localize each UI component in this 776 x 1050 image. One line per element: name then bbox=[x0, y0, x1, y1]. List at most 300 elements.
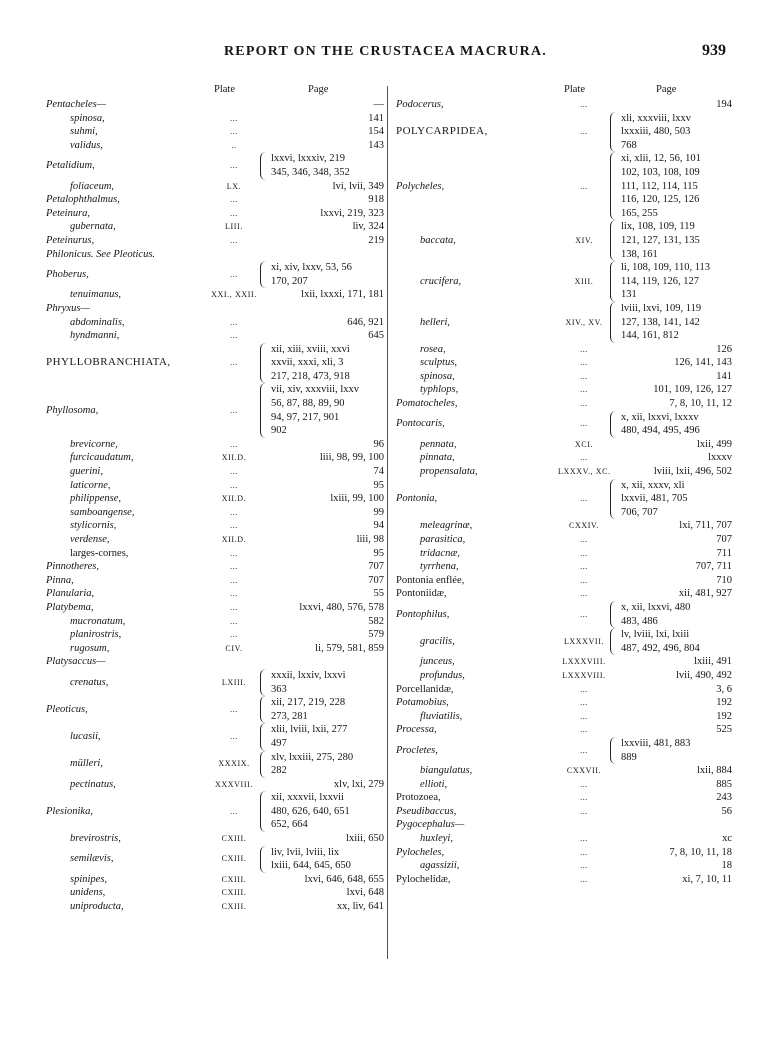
entry-pages bbox=[260, 261, 384, 288]
entry-pages: 645 bbox=[368, 330, 384, 342]
entry-plate: XXXIX. bbox=[218, 759, 250, 769]
entry-plate: ... bbox=[230, 405, 238, 415]
index-entry bbox=[396, 873, 732, 887]
page-line: 497 bbox=[271, 737, 287, 749]
brace bbox=[260, 846, 269, 873]
entry-name: verdense, bbox=[70, 534, 110, 545]
entry-name: Peteinura, bbox=[46, 207, 91, 219]
entry-plate: ... bbox=[580, 806, 588, 816]
brace bbox=[610, 152, 619, 220]
brace bbox=[610, 601, 619, 628]
entry-plate: ... bbox=[230, 439, 238, 449]
entry-plate: XII.D. bbox=[221, 535, 247, 544]
page-line: liv, lvii, lviii, lix bbox=[271, 846, 340, 858]
index-entry bbox=[396, 601, 732, 628]
index-entry bbox=[46, 560, 384, 574]
index-entry bbox=[46, 438, 384, 452]
entry-name: Pylochelidæ, bbox=[396, 873, 451, 885]
entry-plate: ... bbox=[580, 745, 588, 755]
entry-name: Philonicus. See Pleoticus. bbox=[46, 248, 156, 260]
page-line: 144, 161, 812 bbox=[621, 330, 679, 342]
index-entry bbox=[46, 288, 384, 302]
entry-plate: LXIII. bbox=[221, 677, 247, 687]
entry-pages: 74 bbox=[373, 466, 384, 478]
page-line: 127, 138, 141, 142 bbox=[621, 316, 700, 328]
entry-name: unidens, bbox=[70, 887, 106, 899]
entry-pages: liii, 98 bbox=[356, 534, 384, 545]
page-number: 939 bbox=[702, 42, 726, 59]
entry-name: Protozoea, bbox=[396, 792, 441, 804]
brace bbox=[610, 112, 619, 153]
index-entry bbox=[396, 778, 732, 792]
entry-name: Pontocaris, bbox=[396, 418, 445, 430]
index-entry bbox=[46, 873, 384, 887]
index-entry bbox=[46, 112, 384, 126]
entry-pages: 7, 8, 10, 11, 18 bbox=[669, 846, 732, 858]
entry-pages bbox=[260, 846, 384, 873]
entry-name: Pentacheles— bbox=[46, 99, 107, 110]
entry-name: stylicornis, bbox=[70, 520, 117, 532]
index-entry bbox=[396, 411, 732, 438]
page-line: 116, 120, 125, 126 bbox=[621, 194, 700, 206]
entry-pages bbox=[610, 479, 732, 520]
entry-pages: 219 bbox=[368, 234, 384, 246]
page-line: xlii, lviii, lxii, 277 bbox=[271, 724, 348, 736]
entry-name: pinnata, bbox=[420, 452, 455, 464]
entry-plate: LXXXVIII. bbox=[562, 657, 606, 667]
entry-pages: 126 bbox=[716, 343, 732, 355]
entry-pages: 141 bbox=[716, 370, 732, 382]
page-line: x, xii, xxxv, xli bbox=[621, 479, 685, 491]
index-entry bbox=[46, 696, 384, 723]
index-entry bbox=[46, 615, 384, 629]
page-line: 217, 218, 473, 918 bbox=[271, 370, 350, 382]
entry-pages bbox=[610, 737, 732, 764]
brace bbox=[260, 723, 269, 750]
entry-pages bbox=[610, 220, 732, 261]
brace bbox=[260, 261, 269, 288]
entry-plate: CXIII. bbox=[221, 888, 247, 898]
entry-plate: XXI., XXII. bbox=[211, 290, 257, 300]
index-entry bbox=[396, 859, 732, 873]
index-entry bbox=[46, 193, 384, 207]
brace bbox=[610, 479, 619, 520]
entry-name: ellioti, bbox=[420, 778, 448, 790]
entry-pages: 194 bbox=[716, 99, 732, 110]
page-line: 345, 346, 348, 352 bbox=[271, 166, 350, 178]
entry-pages: xi, 7, 10, 11 bbox=[682, 873, 732, 885]
entry-plate: XCI. bbox=[574, 439, 594, 449]
page-line: 902 bbox=[271, 425, 287, 437]
entry-plate: ... bbox=[580, 344, 588, 354]
plate-heading: Plate bbox=[214, 84, 235, 95]
index-entry bbox=[396, 383, 732, 397]
entry-name: tyrrhena, bbox=[420, 561, 459, 573]
entry-pages: 525 bbox=[716, 724, 732, 736]
index-entry bbox=[396, 818, 732, 832]
brace bbox=[610, 628, 619, 655]
entry-name: gracilis, bbox=[420, 635, 455, 647]
entry-pages: 95 bbox=[373, 547, 384, 559]
entry-pages: 707 bbox=[368, 574, 384, 586]
entry-pages: 711 bbox=[716, 547, 732, 559]
entry-pages: 154 bbox=[368, 126, 384, 138]
entry-name: huxleyi, bbox=[420, 833, 453, 845]
entry-name: philippense, bbox=[70, 493, 122, 505]
entry-plate: ... bbox=[580, 100, 588, 109]
index-entry bbox=[46, 832, 384, 846]
page-line: lxxviii, 481, 883 bbox=[621, 737, 691, 749]
page-line: xlv, lxxiii, 275, 280 bbox=[271, 751, 354, 763]
entry-plate: ... bbox=[580, 453, 588, 463]
entry-pages: lxxvi, 480, 576, 578 bbox=[299, 601, 384, 613]
index-entry bbox=[396, 628, 732, 655]
page-line: 111, 112, 114, 115 bbox=[621, 180, 698, 192]
entry-name: Pontonia enflée, bbox=[396, 574, 465, 586]
entry-name: agassizii, bbox=[420, 860, 460, 872]
brace bbox=[610, 261, 619, 302]
page-line: 480, 626, 640, 651 bbox=[271, 805, 350, 817]
index-entry bbox=[46, 343, 384, 384]
entry-pages: lxiii, 650 bbox=[346, 833, 384, 845]
page-line: 131 bbox=[621, 289, 637, 301]
entry-plate: ... bbox=[580, 684, 588, 694]
entry-name: meleagrinæ, bbox=[420, 520, 473, 532]
entry-name: Phyllosoma, bbox=[46, 404, 99, 416]
entry-plate: ... bbox=[580, 609, 588, 619]
entry-plate: ... bbox=[230, 732, 238, 742]
index-entry bbox=[396, 846, 732, 860]
entry-plate: LIII. bbox=[225, 222, 243, 232]
entry-name: uniproducta, bbox=[70, 901, 124, 913]
entry-plate: ... bbox=[230, 331, 238, 341]
entry-name: Phoberus, bbox=[46, 268, 89, 280]
entry-plate: ... bbox=[230, 521, 238, 531]
page-line: xi, xlii, 12, 56, 101 bbox=[621, 153, 701, 165]
entry-name: Peteinurus, bbox=[46, 234, 95, 246]
entry-pages bbox=[260, 343, 384, 384]
entry-pages: xlv, lxi, 279 bbox=[333, 778, 384, 790]
entry-plate: ... bbox=[230, 548, 238, 558]
page-line: xii, xiii, xviii, xxvi bbox=[271, 343, 350, 355]
entry-plate: ... bbox=[580, 548, 588, 558]
index-entry bbox=[46, 642, 384, 656]
page-line: 114, 119, 126, 127 bbox=[621, 275, 699, 287]
index-entry bbox=[396, 370, 732, 384]
page-heading: Page bbox=[656, 84, 677, 95]
entry-name: Potamobius, bbox=[396, 697, 449, 709]
entry-name: Podocerus, bbox=[396, 99, 444, 110]
entry-plate: LXXXV., XC. bbox=[558, 467, 611, 477]
page-line: 480, 494, 495, 496 bbox=[621, 425, 700, 437]
entry-name: laticorne, bbox=[70, 479, 111, 491]
entry-name: tenuimanus, bbox=[70, 289, 122, 301]
entry-name: spinosa, bbox=[70, 112, 105, 124]
entry-name: Pinnotheres, bbox=[46, 561, 99, 573]
entry-pages bbox=[260, 696, 384, 723]
entry-name: Processa, bbox=[396, 724, 437, 736]
index-entry bbox=[46, 655, 384, 669]
index-entry bbox=[396, 465, 732, 479]
entry-plate: ... bbox=[580, 494, 588, 504]
entry-pages: lxvi, 646, 648, 655 bbox=[304, 873, 384, 885]
index-entry bbox=[396, 791, 732, 805]
entry-plate: ... bbox=[230, 269, 238, 279]
entry-name: pennata, bbox=[420, 438, 457, 450]
entry-pages: 192 bbox=[716, 697, 732, 709]
entry-pages bbox=[610, 628, 732, 655]
page-line: lxxvi, lxxxiv, 219 bbox=[271, 153, 345, 165]
index-entry bbox=[396, 710, 732, 724]
entry-pages bbox=[610, 302, 732, 343]
entry-name: junceus, bbox=[420, 656, 455, 668]
entry-pages bbox=[260, 791, 384, 832]
entry-name: rugosum, bbox=[70, 642, 110, 654]
entry-pages: liii, 98, 99, 100 bbox=[319, 452, 384, 464]
entry-pages: 707 bbox=[716, 534, 732, 545]
index-entry bbox=[396, 560, 732, 574]
entry-plate: CXXVII. bbox=[566, 766, 602, 776]
entry-pages: li, 579, 581, 859 bbox=[315, 642, 384, 654]
entry-pages: 101, 109, 126, 127 bbox=[653, 384, 732, 396]
page-line: lxxvii, 481, 705 bbox=[621, 493, 688, 505]
entry-name: lucasii, bbox=[70, 731, 101, 743]
page-line: 483, 486 bbox=[621, 615, 658, 627]
index-entry bbox=[46, 547, 384, 561]
page-line: x, xii, lxxvi, lxxxv bbox=[621, 411, 699, 423]
index-entry bbox=[396, 302, 732, 343]
index-entry bbox=[396, 438, 732, 452]
page-line: vii, xiv, xxxviii, lxxv bbox=[271, 384, 359, 396]
entry-pages: lxiii, 491 bbox=[694, 656, 732, 668]
entry-name: Pontonia, bbox=[396, 493, 438, 505]
entry-plate: ... bbox=[580, 793, 588, 803]
entry-plate: ... bbox=[230, 602, 238, 612]
entry-name: spinipes, bbox=[70, 873, 108, 885]
entry-pages bbox=[260, 751, 384, 778]
page-line: lxxxiii, 480, 503 bbox=[621, 126, 691, 138]
entry-plate: ... bbox=[230, 589, 238, 599]
entry-name: PHYLLOBRANCHIATA, bbox=[46, 356, 171, 369]
entry-pages: lvii, 490, 492 bbox=[675, 669, 732, 681]
entry-plate: ... bbox=[580, 419, 588, 429]
entry-plate: CXIII. bbox=[221, 834, 247, 844]
entry-plate: ... bbox=[580, 834, 588, 844]
entry-name: Pygocephalus— bbox=[396, 819, 465, 831]
entry-plate: ... bbox=[580, 358, 588, 368]
entry-pages: lvi, lvii, 349 bbox=[332, 180, 384, 192]
entry-pages bbox=[260, 669, 384, 696]
entry-pages bbox=[260, 152, 384, 179]
entry-plate: ... bbox=[230, 161, 238, 171]
entry-name: semilævis, bbox=[70, 853, 114, 865]
entry-plate: ... bbox=[230, 630, 238, 640]
entry-plate: ... bbox=[580, 535, 588, 544]
entry-plate: ... bbox=[230, 317, 238, 327]
page-line: xii, 217, 219, 228 bbox=[271, 697, 346, 709]
page-line: lxiii, 644, 645, 650 bbox=[271, 860, 351, 872]
entry-name: Pontophilus, bbox=[396, 608, 450, 620]
entry-plate: ... bbox=[230, 562, 238, 572]
entry-name: sculptus, bbox=[420, 357, 458, 369]
index-entry bbox=[396, 519, 732, 533]
index-entry bbox=[46, 248, 384, 262]
page-line: 706, 707 bbox=[621, 506, 658, 518]
entry-pages bbox=[260, 723, 384, 750]
entry-plate: LX. bbox=[226, 181, 242, 191]
index-entry bbox=[46, 139, 384, 153]
entry-plate: ... bbox=[580, 874, 588, 884]
entry-name: suhmi, bbox=[70, 126, 98, 138]
page-line: 282 bbox=[271, 765, 287, 777]
index-entry bbox=[46, 125, 384, 139]
entry-name: spinosa, bbox=[420, 370, 455, 382]
entry-plate: ... bbox=[580, 711, 588, 721]
index-entry bbox=[396, 764, 732, 778]
entry-pages: lxvi, 648 bbox=[346, 887, 384, 899]
entry-plate: XIII. bbox=[574, 276, 594, 286]
entry-plate: .. bbox=[231, 140, 237, 150]
entry-name: Plesionika, bbox=[46, 805, 93, 817]
page-line: 94, 97, 217, 901 bbox=[271, 411, 340, 423]
entry-pages: 141 bbox=[368, 112, 384, 124]
index-entry bbox=[396, 574, 732, 588]
entry-plate: ... bbox=[580, 861, 588, 871]
entry-pages bbox=[610, 411, 732, 438]
entry-pages: lxiii, 99, 100 bbox=[330, 493, 384, 505]
page-line: xi, xiv, lxxv, 53, 56 bbox=[271, 262, 352, 274]
entry-name: brevicorne, bbox=[70, 438, 118, 450]
entry-name: helleri, bbox=[420, 316, 451, 328]
entry-plate: ... bbox=[230, 575, 238, 585]
entry-plate: CXIII. bbox=[221, 902, 247, 912]
entry-pages: liv, 324 bbox=[352, 221, 384, 233]
entry-plate: ... bbox=[230, 358, 238, 368]
index-entry bbox=[46, 152, 384, 179]
entry-plate: ... bbox=[230, 208, 238, 218]
brace bbox=[260, 791, 269, 832]
index-entry bbox=[46, 846, 384, 873]
entry-name: Phryxus— bbox=[46, 302, 90, 314]
entry-pages: 99 bbox=[373, 506, 384, 518]
entry-name: tridacnæ, bbox=[420, 547, 460, 559]
entry-plate: ... bbox=[580, 698, 588, 708]
entry-pages: 96 bbox=[373, 438, 384, 450]
entry-plate: CIV. bbox=[225, 643, 243, 653]
entry-name: fluviatilis, bbox=[420, 710, 463, 722]
entry-plate: LXXXVIII. bbox=[562, 670, 606, 680]
entry-pages: 582 bbox=[368, 615, 384, 627]
entry-pages: 707 bbox=[368, 561, 384, 573]
index-entry bbox=[396, 683, 732, 697]
column-divider bbox=[387, 86, 388, 959]
index-entry bbox=[396, 669, 732, 683]
left-column-header bbox=[46, 84, 384, 98]
entry-plate: ... bbox=[580, 562, 588, 572]
page-line: 165, 255 bbox=[621, 207, 658, 219]
entry-pages: lxii, 884 bbox=[696, 765, 732, 777]
brace bbox=[260, 383, 269, 437]
index-entry bbox=[396, 805, 732, 819]
index-entry bbox=[46, 587, 384, 601]
entry-plate: XXXVIII. bbox=[215, 779, 253, 789]
entry-plate: ... bbox=[230, 480, 238, 490]
entry-plate: ... bbox=[230, 127, 238, 137]
entry-plate: CXXIV. bbox=[569, 521, 599, 531]
index-entry bbox=[396, 112, 732, 153]
index-entry bbox=[46, 383, 384, 437]
index-entry bbox=[396, 723, 732, 737]
entry-name: rosea, bbox=[420, 343, 446, 355]
index-entry bbox=[46, 519, 384, 533]
index-entry bbox=[46, 574, 384, 588]
entry-plate: ... bbox=[580, 371, 588, 381]
entry-plate: ... bbox=[580, 575, 588, 585]
page-line: xli, xxxviii, lxxv bbox=[621, 112, 692, 124]
brace bbox=[260, 751, 269, 778]
page-line: 487, 492, 496, 804 bbox=[621, 642, 700, 654]
entry-pages: 55 bbox=[373, 588, 384, 600]
entry-plate: ... bbox=[580, 399, 588, 409]
index-entry bbox=[46, 261, 384, 288]
entry-plate: ... bbox=[230, 616, 238, 626]
entry-name: pectinatus, bbox=[70, 778, 116, 790]
index-entry bbox=[396, 479, 732, 520]
entry-name: Procletes, bbox=[396, 744, 438, 756]
index-entry bbox=[396, 696, 732, 710]
entry-name: typhlops, bbox=[420, 384, 459, 396]
entry-name: mülleri, bbox=[70, 758, 103, 770]
entry-name: validus, bbox=[70, 139, 103, 151]
entry-name: abdominalis, bbox=[70, 316, 125, 328]
index-entry bbox=[396, 533, 732, 547]
entry-pages: lxxxv bbox=[708, 452, 732, 464]
index-entry bbox=[46, 751, 384, 778]
page-line: xii, xxxvii, lxxvii bbox=[271, 792, 344, 804]
entry-pages: 95 bbox=[373, 479, 384, 491]
page-line: x, xii, lxxvi, 480 bbox=[621, 601, 691, 613]
index-entry bbox=[46, 601, 384, 615]
entry-name: Pseudibaccus, bbox=[396, 805, 457, 817]
page-line: 170, 207 bbox=[271, 275, 308, 287]
entry-plate: ... bbox=[580, 847, 588, 857]
entry-plate: CXIII. bbox=[221, 874, 247, 884]
index-entry bbox=[46, 465, 384, 479]
index-entry bbox=[46, 492, 384, 506]
brace bbox=[610, 737, 619, 764]
index-entry bbox=[46, 900, 384, 914]
page-line: xxxii, lxxiv, lxxvi bbox=[271, 669, 346, 681]
index-entry bbox=[396, 451, 732, 465]
page-line: 102, 103, 108, 109 bbox=[621, 166, 700, 178]
index-entry bbox=[46, 220, 384, 234]
brace bbox=[260, 343, 269, 384]
entry-pages bbox=[610, 152, 732, 220]
entry-name: Platysaccus— bbox=[46, 656, 106, 668]
entry-name: mucronatum, bbox=[70, 615, 126, 627]
entry-name: parasitica, bbox=[420, 534, 466, 545]
page-line: 273, 281 bbox=[271, 710, 308, 722]
entry-name: hyndmanni, bbox=[70, 330, 120, 342]
index-entry bbox=[396, 547, 732, 561]
page-line: 889 bbox=[621, 751, 637, 763]
page-line: 363 bbox=[271, 683, 287, 695]
entry-plate: ... bbox=[580, 385, 588, 395]
index-entry bbox=[46, 98, 384, 112]
entry-pages: 7, 8, 10, 11, 12 bbox=[669, 398, 732, 410]
entry-name: baccata, bbox=[420, 234, 456, 246]
index-entry bbox=[46, 451, 384, 465]
